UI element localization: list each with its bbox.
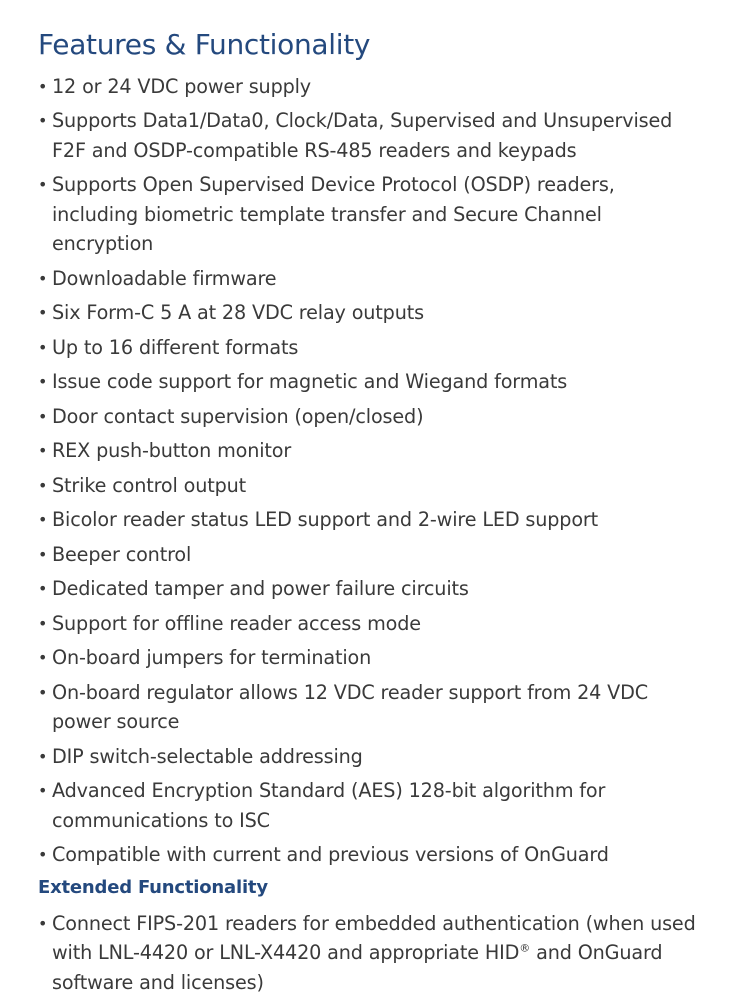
bullet-icon: • (38, 175, 48, 195)
features-list (38, 72, 698, 870)
bullet-icon: • (38, 648, 48, 668)
bullet-icon: • (38, 579, 48, 599)
list-item (38, 643, 698, 673)
list-item (38, 367, 698, 397)
list-item-text: Up to 16 different formats (52, 335, 299, 359)
bullet-icon: • (38, 441, 48, 461)
list-item (38, 264, 698, 294)
list-item-text: Supports Open Supervised Device Protocol (OSDP) readers, including biometric template transfer and Secure Channel encryption (52, 173, 615, 256)
bullet-icon: • (38, 76, 48, 96)
list-item-text: On-board jumpers for termination (52, 646, 372, 670)
bullet-icon: • (38, 510, 48, 530)
list-item (38, 402, 698, 432)
bullet-icon: • (38, 268, 48, 288)
list-item (38, 333, 698, 363)
bullet-icon: • (38, 372, 48, 392)
list-item-text: On-board regulator allows 12 VDC reader support from 24 VDC power source (52, 680, 648, 734)
list-item-text-continued: and OnGuard software and licenses) (52, 941, 663, 994)
extended-functionality-heading: Extended Functionality (38, 876, 268, 898)
list-item-text: Connect FIPS-201 readers for embedded authentication (when used with LNL-4420 or LNL-X4420 and appropriate HID (52, 911, 696, 965)
bullet-icon: • (38, 111, 48, 131)
list-item-text: Supports Data1/Data0, Clock/Data, Supervised and Unsupervised F2F and OSDP-compatible RS-485 readers and keypads (52, 109, 673, 162)
registered-trademark-mark: ® (519, 941, 531, 955)
list-item-text: Issue code support for magnetic and Wiegand formats (52, 370, 568, 394)
bullet-icon: • (38, 682, 48, 702)
list-item-text: Strike control output (52, 473, 246, 497)
list-item (38, 298, 698, 328)
bullet-icon: • (38, 913, 48, 933)
list-item-text: Downloadable firmware (52, 266, 277, 290)
list-item-text: Dedicated tamper and power failure circuits (52, 577, 469, 601)
list-item (38, 742, 698, 772)
list-item (38, 471, 698, 501)
bullet-icon: • (38, 337, 48, 357)
list-item-text: 12 or 24 VDC power supply (52, 74, 312, 98)
list-item-text: Bicolor reader status LED support and 2-wire LED support (52, 508, 599, 532)
list-item-text: Six Form-C 5 A at 28 VDC relay outputs (52, 301, 424, 325)
list-item (38, 106, 698, 165)
list-item-text: DIP switch-selectable addressing (52, 744, 363, 768)
bullet-icon: • (38, 746, 48, 766)
list-item-text: Advanced Encryption Standard (AES) 128-bit algorithm for communications to ISC (52, 779, 606, 832)
list-item (38, 436, 698, 466)
list-item-text: Door contact supervision (open/closed) (52, 404, 424, 428)
list-item-text: REX push-button monitor (52, 439, 292, 463)
list-item-text: Beeper control (52, 542, 192, 566)
list-item (38, 505, 698, 535)
list-item-text: Support for offline reader access mode (52, 611, 421, 635)
bullet-icon: • (38, 845, 48, 865)
bullet-icon: • (38, 544, 48, 564)
list-item (38, 776, 698, 835)
list-item (38, 678, 698, 737)
list-item (38, 840, 698, 870)
document-page (38, 28, 698, 1002)
list-item (38, 574, 698, 604)
bullet-icon: • (38, 303, 48, 323)
bullet-icon: • (38, 406, 48, 426)
list-item-text: Compatible with current and previous versions of OnGuard (52, 843, 609, 867)
bullet-icon: • (38, 613, 48, 633)
list-item (38, 72, 698, 102)
list-item (38, 909, 698, 998)
bullet-icon: • (38, 781, 48, 801)
list-item (38, 540, 698, 570)
list-item (38, 170, 698, 259)
list-item (38, 609, 698, 639)
page-title: Features & Functionality (38, 28, 371, 61)
extended-features-list (38, 909, 698, 998)
bullet-icon: • (38, 475, 48, 495)
